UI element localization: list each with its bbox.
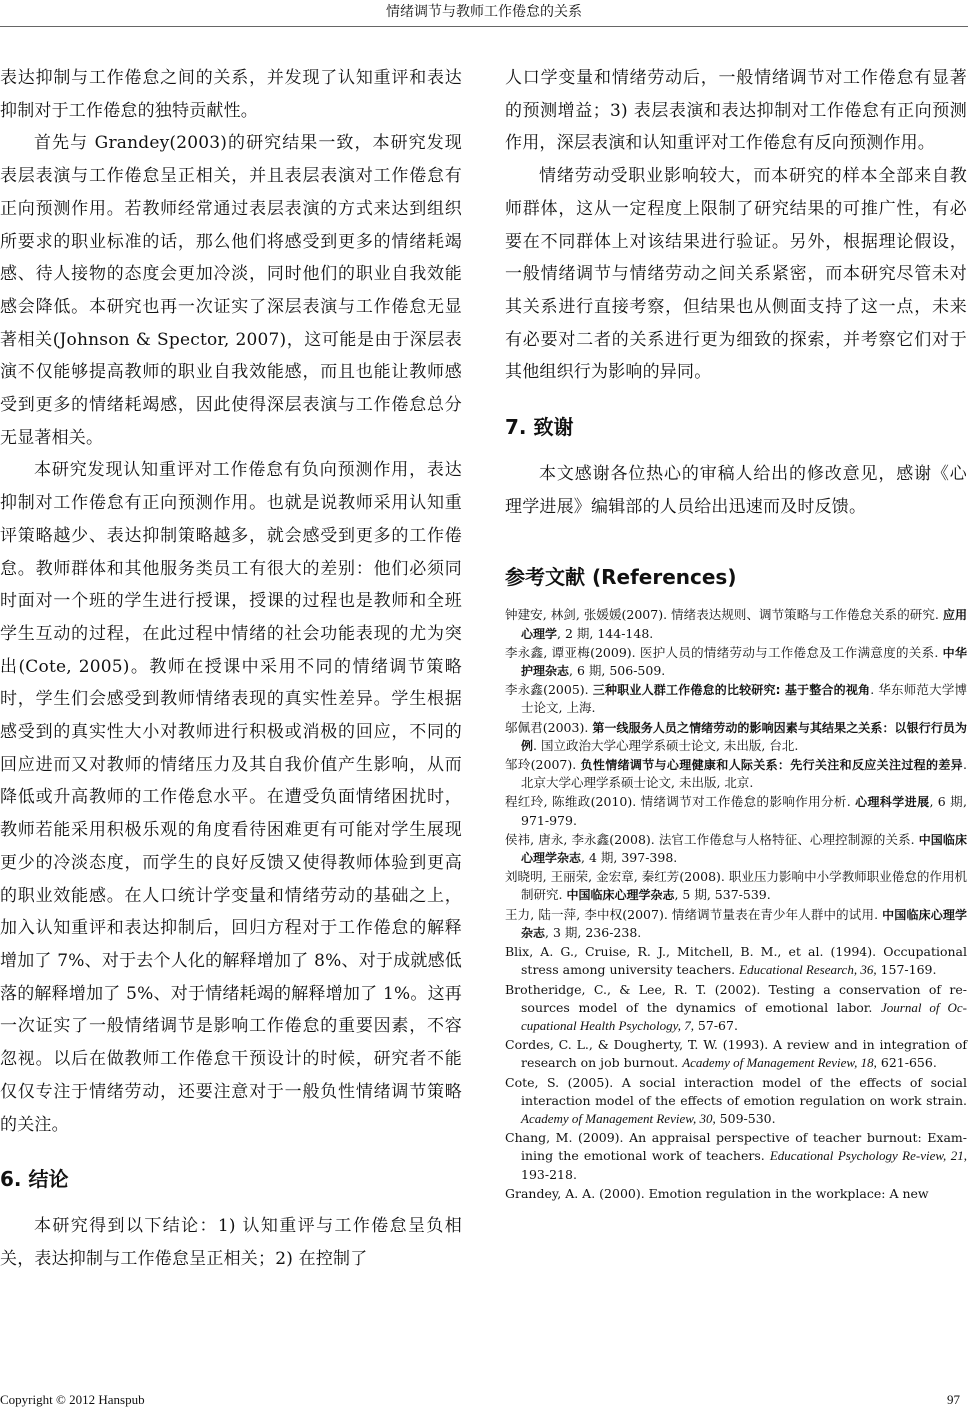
reference-item [505,719,967,755]
reference-journal: 第一线服务人员之情绪劳动的影响因素与其结果之关系：以银行行员为例 [521,720,967,753]
right-column [505,62,967,1204]
body-paragraph: 人口学变量和情绪劳动后，一般情绪调节对工作倦怠有显著的预测增益；3) 表层表演和表达抑制对工作倦怠有正向预测作用，深层表演和认知重评对工作倦怠有反向预测作用。 [505,68,967,154]
reference-journal: 三种职业人群工作倦怠的比较研究: 基于整合的视角 [592,683,871,698]
reference-pages: . 北京大学心理学系硕士论文, 未出版, 北京. [521,757,967,791]
reference-text: 刘晓明, 王丽荣, 金宏章, 秦红芳(2008). 职业压力影响中小学教师职业倦怠的作用机制研究. [505,869,967,903]
reference-text: 李永鑫(2005). [505,682,593,698]
reference-journal: 心理科学进展 [855,795,930,810]
reference-item [505,1185,967,1203]
left-column [0,62,462,1276]
reference-text: 邬佩君(2003). [505,719,593,735]
section-heading-acknowledgements: 7. 致谢 [505,415,574,440]
reference-item [505,943,967,979]
reference-journal: Educational Psychology Re-view, 21, [769,1148,967,1164]
reference-text: Chang, M. (2009). An appraisal perspective of teacher burnout: Exam-ining the emotional work of teachers. [505,1130,967,1164]
reference-text: 钟建安, 林剑, 张媛媛(2007). 情绪表达规则、调节策略与工作倦怠关系的研究. [505,607,943,623]
reference-journal: Academy of Management Review, 30, [521,1110,716,1126]
reference-text: 李永鑫, 谭亚梅(2009). 医护人员的情绪劳动与工作倦怠及工作满意度的关系. [505,644,943,660]
reference-journal: 负性情绪调节与心理健康和人际关系：先行关注和反应关注过程的差异 [580,758,964,773]
acknowledgements-paragraph: 本文感谢各位热心的审稿人给出的修改意见，感谢《心理学进展》编辑部的人员给出迅速而及时反馈。 [505,464,967,517]
body-paragraph: 表达抑制与工作倦怠之间的关系，并发现了认知重评和表达抑制对于工作倦怠的独特贡献性。 [0,68,462,121]
reference-pages: 57-67. [693,1017,738,1033]
reference-journal: 应用心理学 [521,608,967,641]
reference-pages: 509-530. [715,1110,776,1126]
reference-item [505,681,967,717]
reference-journal: Educational Research, 36, [739,962,877,978]
reference-pages: 157-169. [876,962,937,978]
reference-item [505,606,967,642]
body-paragraph: 情绪劳动受职业影响较大，而本研究的样本全部来自教师群体，这从一定程度上限制了研究结果的可推广性，有必要在不同群体上对该结果进行验证。另外，根据理论假设，一般情绪调节与情绪劳动之间关系紧密，而本研究尽管未对其关系进行直接考察，但结果也从侧面支持了这一点，未来有必要对二者的关系进行更为细致的探索，并考察它们对于其他组织行为影响的异同。 [505,166,967,383]
reference-pages: . 华东师范大学博士论文, 上海. [521,682,968,716]
reference-item [505,793,967,829]
reference-item [505,831,967,867]
reference-pages: , 4 期, 397-398. [581,850,678,866]
body-paragraph: 本研究发现认知重评对工作倦怠有负向预测作用，表达抑制对工作倦怠有正向预测作用。也就是说教师采用认知重评策略越少、表达抑制策略越多，就会感受到更多的工作倦怠。教师群体和其他服务类员工有很大的差别：他们必须同时面对一个班的学生进行授课，授课的过程也是教师和全班学生互动的过程，在此过程中情绪的社会功能表现的尤为突出(Cote, 2005)。教师在授课中采用不同的情绪调节策略时，学生们会感受到教师情绪表现的真实性差异。学生根据感受到的真实性大小对教师进行积极或消极的回应，不同的回应进而又对教师的情绪压力及其自我价值产生影响，从而降低或升高教师的工作倦怠水平。在遭受负面情绪困扰时，教师若能采用积极乐观的角度看待困难更有可能对学生展现更少的冷淡态度，而学生的良好反馈又使得教师体验到更高的职业效能感。在人口统计学变量和情绪劳动的基础之上，加入认知重评和表达抑制后，回归方程对于工作倦怠的解释增加了 7%、对于去个人化的解释增加了 8%、对于成就感低落的解释增加了 5%、对于情绪耗竭的解释增加了 1%。这再一次证实了一般情绪调节是影响工作倦怠的重要因素，不容忽视。以后在做教师工作倦怠干预设计的时候，研究者不能仅仅专注于情绪劳动，还要注意对于一般负性情绪调节策略的关注。 [0,460,462,1135]
reference-text: Cordes, C. L., & Dougherty, T. W. (1993). A review and in integration of research on job burnout. [505,1037,967,1071]
reference-pages: , 3 期, 236-238. [545,924,642,940]
reference-journal: 中华护理杂志 [521,645,967,679]
reference-text: Blix, A. G., Cruise, R. J., Mitchell, B. M., et al. (1994). Occupational stress among university teachers. [505,944,967,978]
reference-pages: , 5 期, 537-539. [674,887,771,903]
reference-text: 侯祎, 唐永, 李永鑫(2008). 法官工作倦怠与人格特征、心理控制源的关系. [505,831,919,847]
reference-journal: 中国临床心理学杂志 [521,832,967,866]
reference-text: 程红玲, 陈维政(2010). 情绪调节对工作倦怠的影响作用分析. [505,794,856,810]
conclusion-paragraph: 本研究得到以下结论：1) 认知重评与工作倦怠呈负相关，表达抑制与工作倦怠呈正相关；2) 在控制了 [0,1216,462,1269]
reference-item [505,1074,967,1129]
reference-journal: Academy of Management Review, 18, [682,1055,877,1071]
reference-text: 王力, 陆一萍, 李中权(2007). 情绪调节量表在青少年人群中的试用. [505,906,883,922]
reference-journal: 中国临床心理学杂志 [566,888,675,903]
page-number: 97 [947,1392,960,1407]
reference-journal: Journal of Oc-cupational Health Psychology, 7, [521,999,967,1033]
reference-pages: . 国立政治大学心理学系硕士论文, 未出版, 台北. [533,737,799,753]
reference-pages: 621-656. [876,1055,937,1071]
reference-text: 邹玲(2007). [505,757,581,773]
running-head: 情绪调节与教师工作倦怠的关系 [0,0,968,27]
page-footer [0,1392,968,1412]
copyright-notice: Copyright © 2012 Hanspub [0,1392,145,1407]
reference-text: Grandey, A. A. (2000). Emotion regulation in the workplace: A new [505,1185,929,1201]
body-paragraph: 首先与 Grandey(2003)的研究结果一致，本研究发现表层表演与工作倦怠呈正相关，并且表层表演对工作倦怠有正向预测作用。若教师经常通过表层表演的方式来达到组织所要求的职业标准的话，那么他们将感受到更多的情绪耗竭感、待人接物的态度会更加冷淡，同时他们的职业自我效能感会降低。本研究也再一次证实了深层表演与工作倦怠无显著相关(Johnson & Spector, 2007)，这可能是由于深层表演不仅能够提高教师的职业自我效能感，而且也能让教师感受到更多的情绪耗竭感，因此使得深层表演与工作倦怠总分无显著相关。 [0,133,462,448]
references-heading: 参考文献 (References) [505,565,737,590]
reference-pages: , 2 期, 144-148. [557,625,654,641]
references-list [505,606,967,1203]
reference-item [505,906,967,942]
reference-journal: 中国临床心理学杂志 [521,907,967,940]
reference-item [505,1036,967,1072]
reference-item [505,1129,967,1184]
reference-text: Brotheridge, C., & Lee, R. T. (2002). Testing a conservation of re-sources model of the dynamics of emotional labor. [505,981,967,1015]
reference-item [505,756,967,792]
reference-pages: , 6 期, 971-979. [521,794,967,828]
reference-pages: 193-218. [521,1166,577,1182]
reference-item [505,981,967,1036]
reference-item [505,644,967,680]
reference-item [505,868,967,904]
reference-text: Cote, S. (2005). A social interaction model of the effects of social interaction model of the effects of emotion regulation on work strain. [505,1074,967,1108]
reference-pages: , 6 期, 506-509. [569,663,666,679]
section-heading-conclusion: 6. 结论 [0,1167,69,1192]
